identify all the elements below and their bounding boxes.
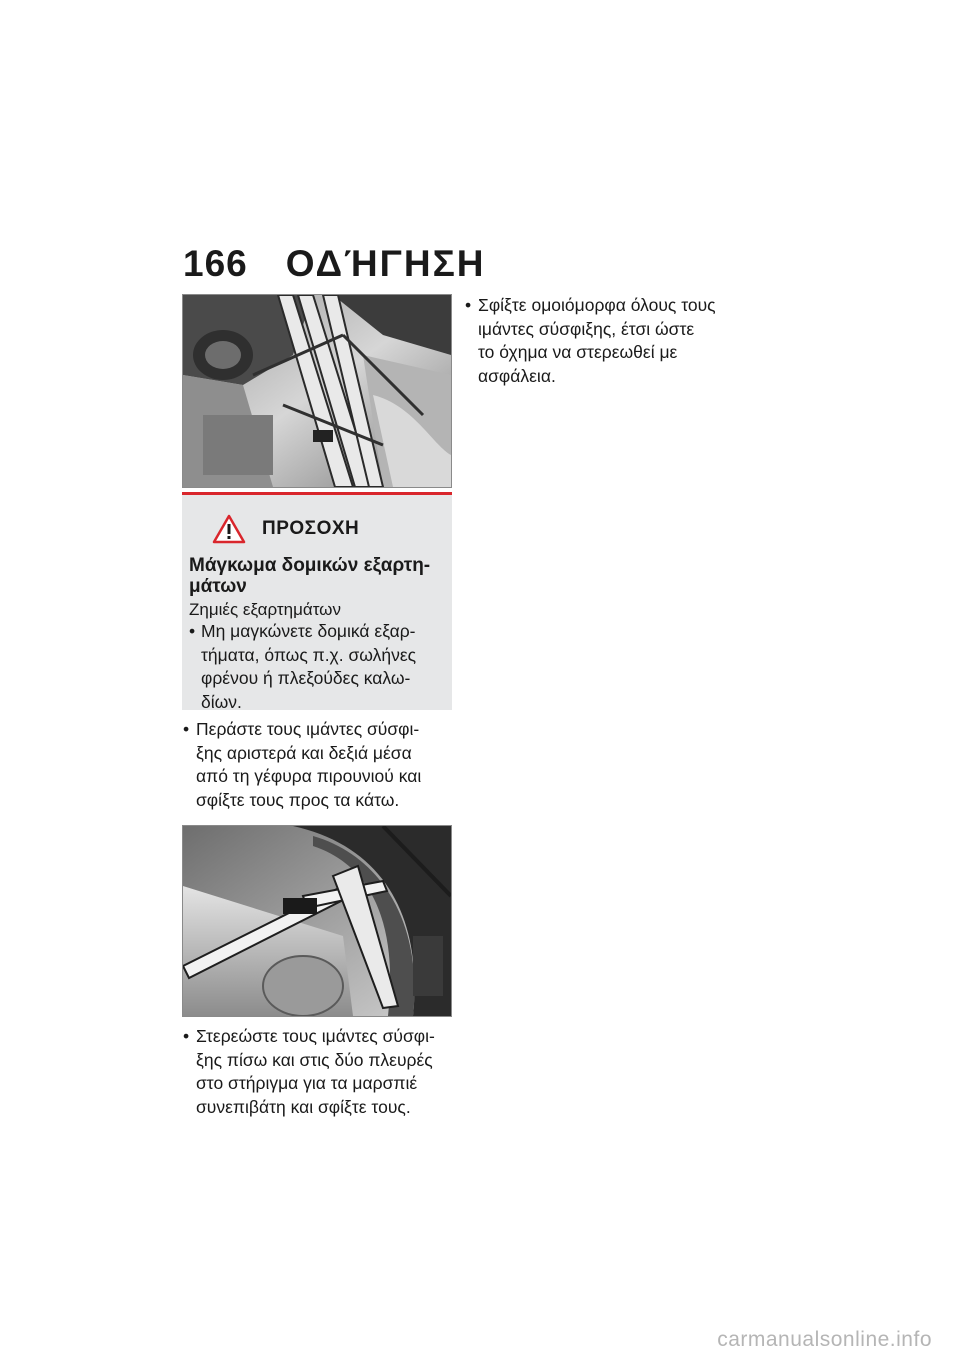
warning-bullet-text: Μη μαγκώνετε δομικά εξαρ- τήματα, όπως π.χ. σωλήνες φρένου ή πλεξούδες καλω- δίων. bbox=[201, 621, 417, 712]
bullet-dot: • bbox=[189, 621, 196, 641]
step-item bbox=[183, 718, 453, 812]
step-text: Περάστε τους ιμάντες σύσφι- ξης αριστερά και δεξιά μέσα από τη γέφυρα πιρουνιού και σφίξτε τους προς τα κάτω. bbox=[196, 719, 422, 810]
section-title: ΟΔΉΓΗΣΗ bbox=[285, 243, 486, 284]
step-text: Σφίξτε ομοιόμορφα όλους τους ιμάντες σύσφιξης, έτσι ώστε το όχημα να στερεωθεί με ασφάλεια. bbox=[478, 295, 716, 386]
warning-label: ΠΡΟΣΟΧΗ bbox=[262, 518, 360, 539]
step-text: Στερεώστε τους ιμάντες σύσφι- ξης πίσω και στις δύο πλευρές στο στήριγμα για τα μαρσπιέ συνεπιβάτη και σφίξτε τους. bbox=[196, 1026, 435, 1117]
step-item bbox=[465, 294, 755, 388]
bullet-dot: • bbox=[183, 719, 190, 739]
fork-strap-photo bbox=[182, 294, 452, 488]
watermark: carmanualsonline.info bbox=[717, 1328, 932, 1351]
bullet-dot: • bbox=[183, 1026, 190, 1046]
bullet-dot: • bbox=[465, 295, 472, 315]
step-item bbox=[183, 1025, 453, 1119]
warning-bullet bbox=[189, 620, 447, 714]
warning-subtitle: Ζημιές εξαρτημάτων bbox=[189, 600, 341, 619]
rear-strap-photo bbox=[182, 825, 452, 1017]
warning-header bbox=[212, 514, 359, 544]
page-header bbox=[183, 243, 486, 283]
warning-title: Μάγκωμα δομικών εξαρτη- μάτων bbox=[189, 555, 431, 597]
warning-triangle-icon bbox=[212, 514, 246, 544]
warning-box bbox=[182, 492, 452, 710]
page-number: 166 bbox=[183, 243, 248, 284]
